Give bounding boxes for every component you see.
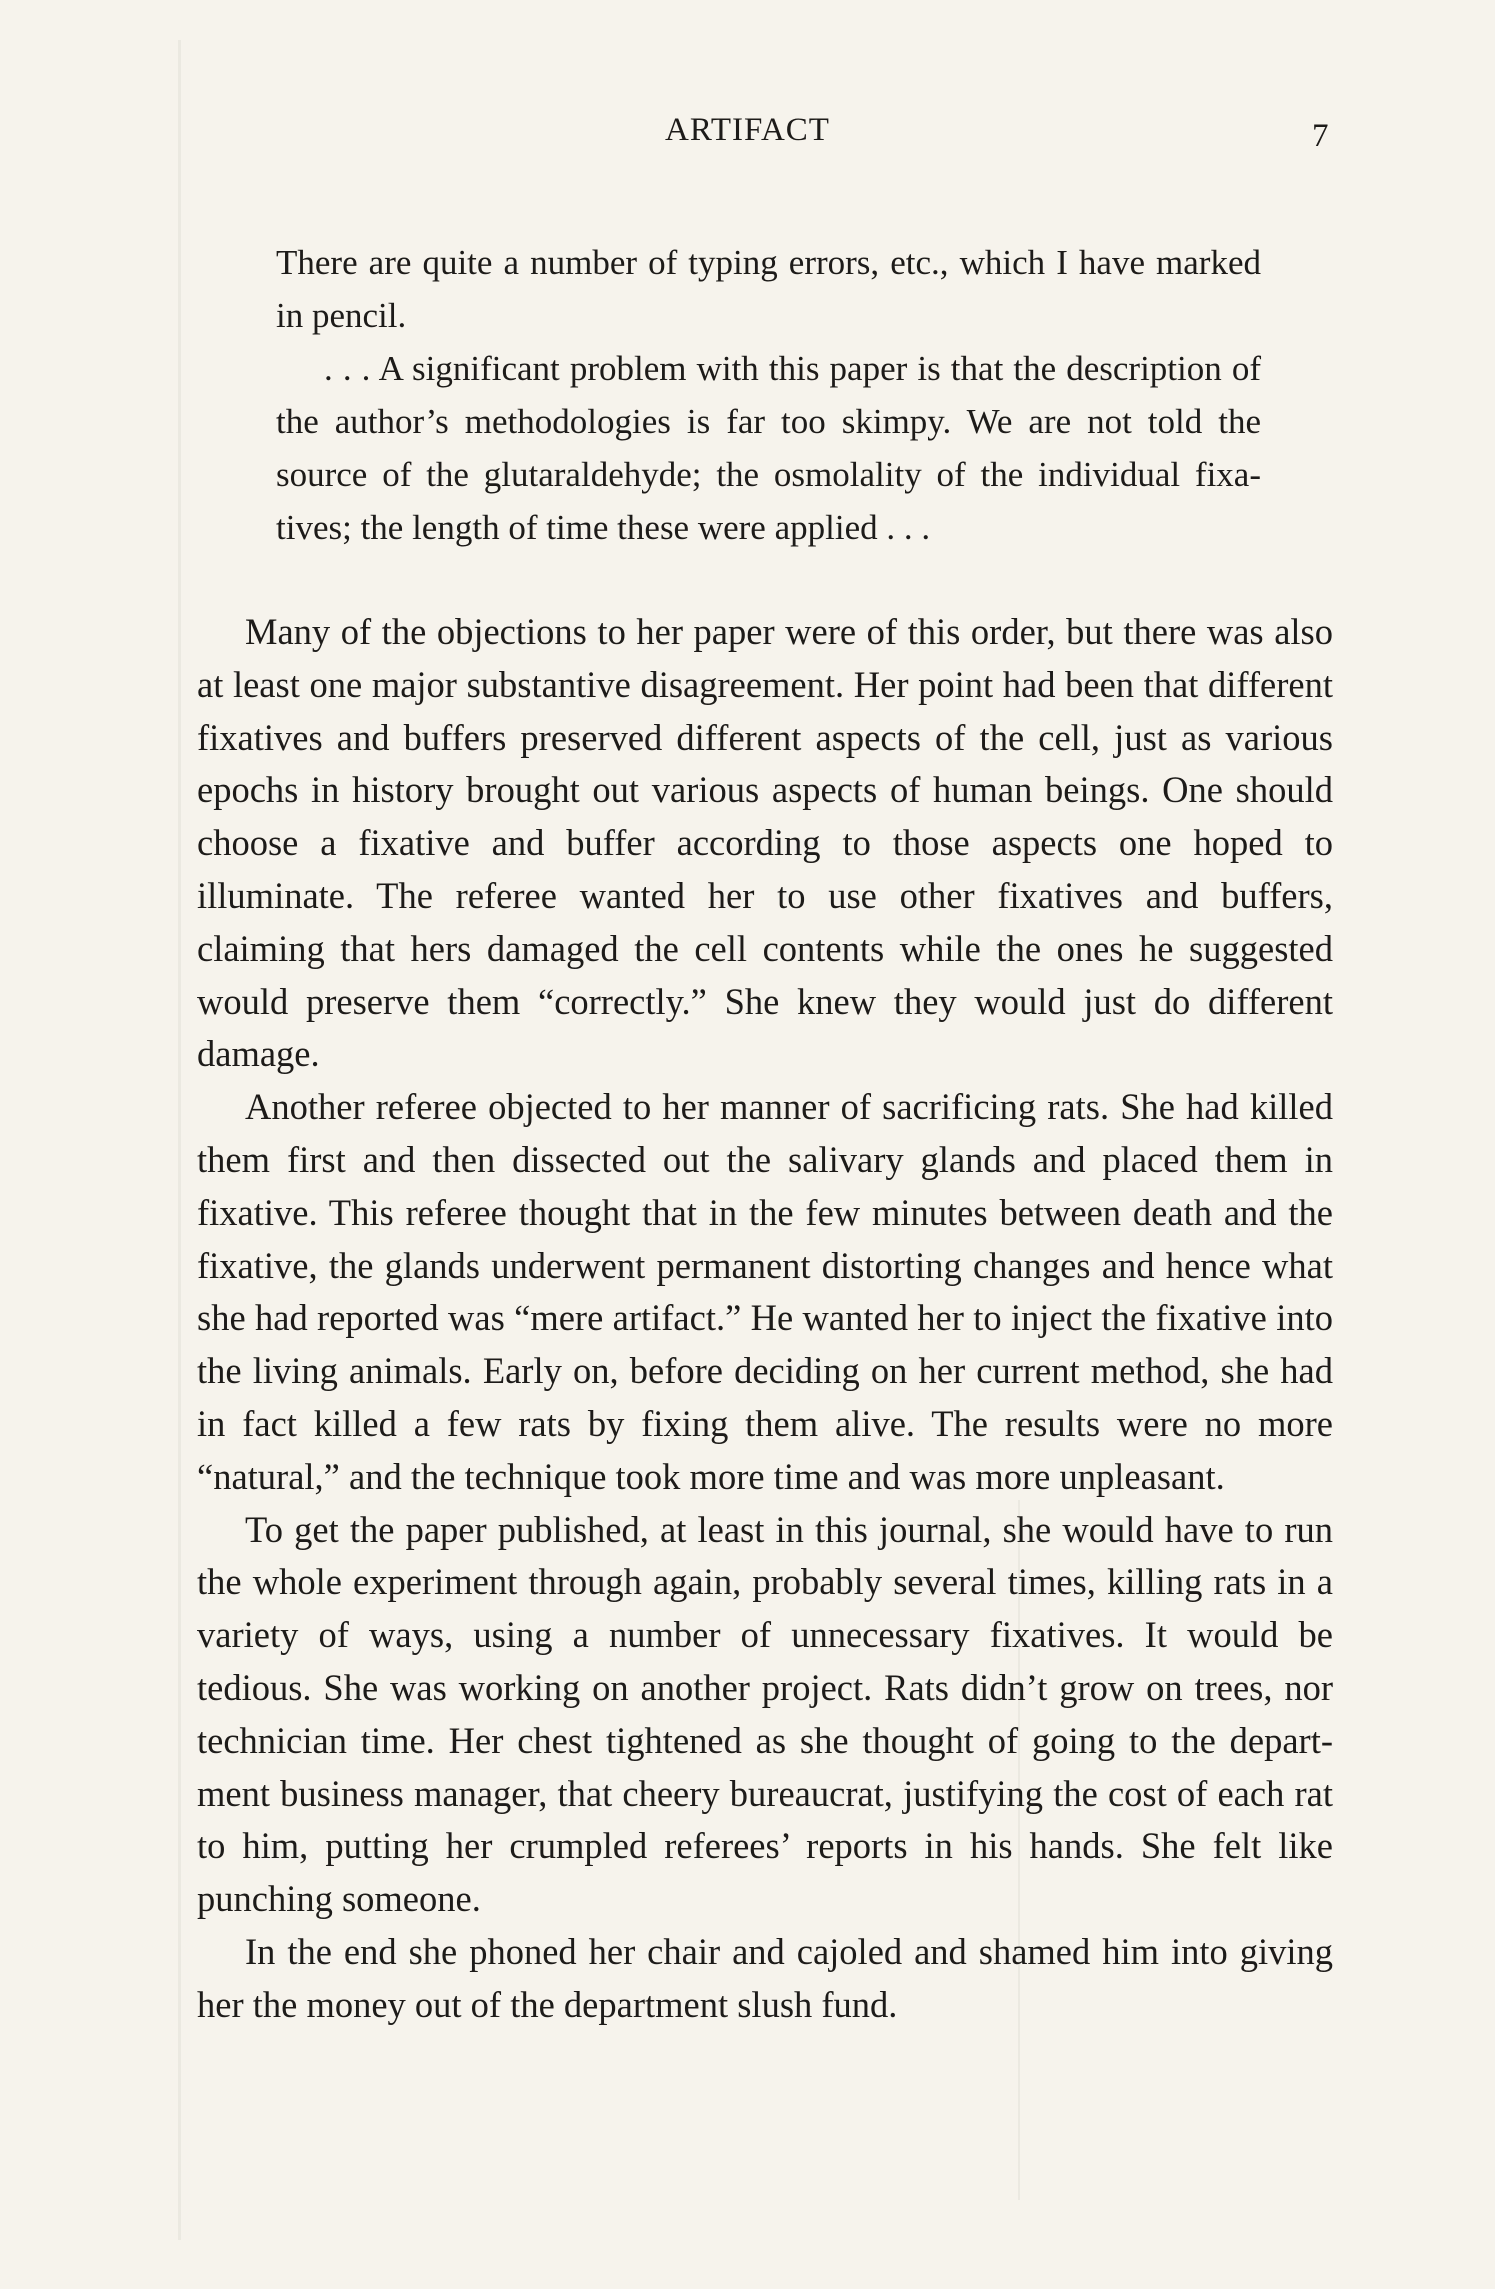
body-paragraph: Many of the objections to her paper were of this order, but there was also at least one major substantive disagreement. Her point had been that different fixatives and buffers preserved different aspects of the cell, just as various epochs in history brought out various aspects of human beings. One should choose a fixative and buffer according to those aspects one hoped to illuminate. The referee wanted her to use other fixatives and buffers, claiming that hers damaged the cell contents while the ones he suggested would preserve them “correctly.” She knew they would just do different damage. bbox=[197, 611, 1333, 1075]
body-text bbox=[197, 606, 1333, 2032]
block-quote bbox=[276, 236, 1261, 554]
running-title: ARTIFACT bbox=[665, 112, 830, 148]
body-paragraph: In the end she phoned her chair and cajoled and shamed him into giving her the money out of the department slush fund. bbox=[197, 1930, 1333, 2025]
quote-paragraph: . . . A significant problem with this paper is that the description of the author’s methodologies is far too skimpy. We are not told the source of the glutaraldehyde; the osmolality of the individual fixatives; the length of time these were applied . . . bbox=[276, 349, 1261, 547]
page-number: 7 bbox=[1312, 118, 1329, 154]
scan-artifact bbox=[178, 40, 181, 2240]
quote-paragraph: There are quite a number of typing errors, etc., which I have marked in pencil. bbox=[276, 243, 1261, 335]
body-paragraph: Another referee objected to her manner of sacrificing rats. She had killed them first and then dissected out the salivary glands and placed them in fixative. This referee thought that in the few minutes between death and the fixative, the glands underwent permanent distorting changes and hence what she had reported was “mere artifact.” He wanted her to inject the fixative into the living animals. Early on, before deciding on her current method, she had in fact killed a few rats by fixing them alive. The results were no more “natural,” and the technique took more time and was more unpleasant. bbox=[197, 1086, 1333, 1497]
body-paragraph: To get the paper published, at least in this journal, she would have to run the whole experiment through again, probably several times, killing rats in a variety of ways, using a number of unnecessary fixatives. It would be tedious. She was working on another project. Rats didn’t grow on trees, nor technician time. Her chest tightened as she thought of going to the department business manager, that cheery bureaucrat, justifying the cost of each rat to him, putting her crumpled referees’ reports in his hands. She felt like punching someone. bbox=[197, 1508, 1333, 1920]
